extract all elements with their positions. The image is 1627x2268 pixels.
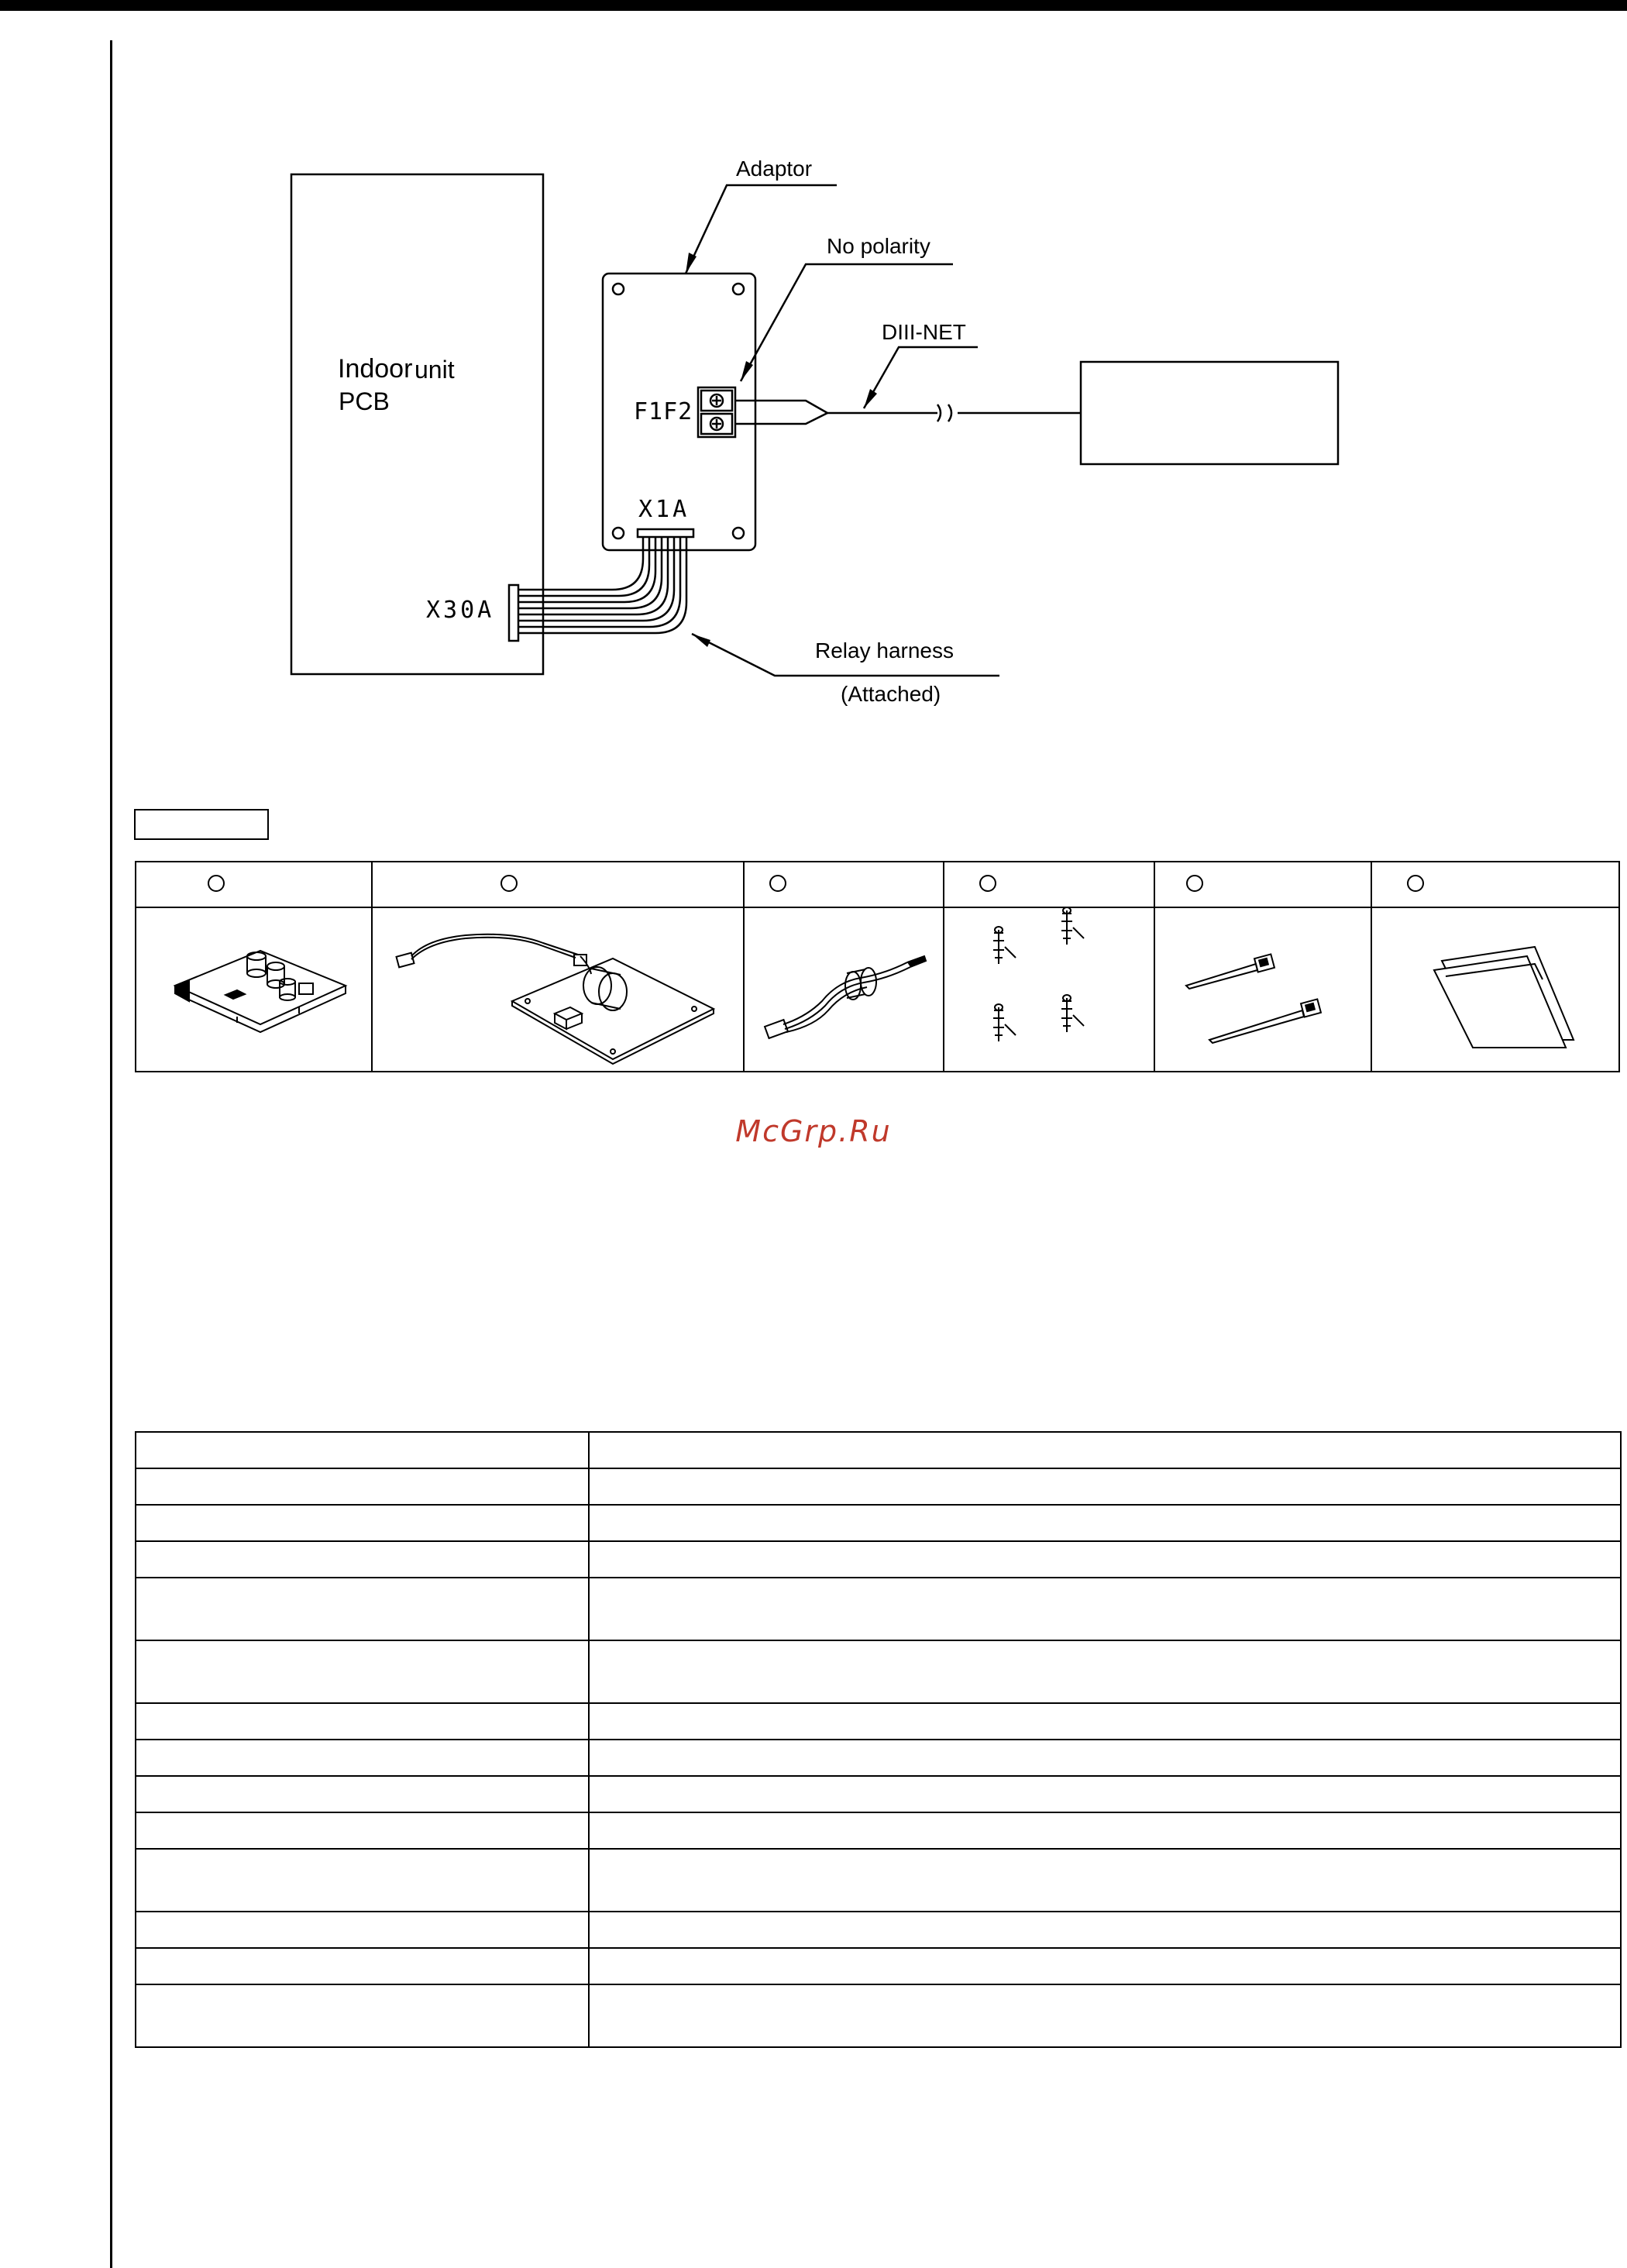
- accessory-col-3: [745, 862, 944, 1071]
- indoor-unit-pcb-box: [291, 174, 543, 674]
- x30a-connector: [509, 585, 518, 641]
- adaptor-pcb-icon: [160, 908, 361, 1071]
- spec-row: [136, 1468, 1621, 1505]
- spec-label-cell: [136, 1703, 589, 1740]
- item-number-circle: [208, 875, 225, 892]
- spec-label-cell: [136, 1640, 589, 1703]
- x1a-label: X1A: [638, 496, 690, 523]
- spec-label-cell: [136, 1505, 589, 1541]
- adaptor-label: Adaptor: [736, 157, 813, 181]
- pcb-support-spacers-icon: [975, 908, 1130, 1071]
- spec-value-cell: [589, 1776, 1621, 1812]
- relay-harness-label: Relay harness: [815, 638, 954, 663]
- spec-value-cell: [589, 1640, 1621, 1703]
- x1a-connector: [638, 529, 693, 537]
- spec-label-cell: [136, 1912, 589, 1948]
- spec-row: [136, 1703, 1621, 1740]
- spec-label-cell: [136, 1984, 589, 2047]
- spec-value-cell: [589, 1432, 1621, 1468]
- x30a-label: X30A: [426, 597, 495, 624]
- spec-row: [136, 1912, 1621, 1948]
- spec-label-cell: [136, 1468, 589, 1505]
- accessories-table: [135, 861, 1620, 1072]
- spec-label-cell: [136, 1948, 589, 1984]
- watermark: McGrp.Ru: [735, 1114, 892, 1148]
- spec-row: [136, 1578, 1621, 1640]
- spec-value-cell: [589, 1849, 1621, 1912]
- manual-folder-icon: [1419, 908, 1605, 1071]
- wiring-diagram: [0, 0, 1627, 744]
- spec-label-cell: [136, 1541, 589, 1578]
- spec-label-cell: [136, 1812, 589, 1849]
- accessory-col-2: [373, 862, 745, 1071]
- item-number-circle: [979, 875, 996, 892]
- spec-row: [136, 1740, 1621, 1776]
- cable-ties-icon: [1178, 908, 1357, 1071]
- spec-value-cell: [589, 1948, 1621, 1984]
- spec-value-cell: [589, 1541, 1621, 1578]
- spec-value-cell: [589, 1505, 1621, 1541]
- spec-label-cell: [136, 1578, 589, 1640]
- indoor-unit-label: Indoor: [338, 354, 413, 384]
- indoor-unit-label-unit: unit: [414, 356, 455, 384]
- f1f2-label: F1F2: [634, 398, 693, 425]
- indoor-pcb-label: PCB: [339, 387, 390, 415]
- spec-row: [136, 1849, 1621, 1912]
- accessory-col-1: [136, 862, 373, 1071]
- spec-row: [136, 1776, 1621, 1812]
- spec-label-cell: [136, 1849, 589, 1912]
- spec-value-cell: [589, 1912, 1621, 1948]
- spec-label-cell: [136, 1432, 589, 1468]
- spec-row: [136, 1812, 1621, 1849]
- accessory-col-6: [1372, 862, 1618, 1071]
- spec-value-cell: [589, 1984, 1621, 2047]
- spec-row: [136, 1984, 1621, 2047]
- item-number-circle: [1186, 875, 1203, 892]
- item-number-circle: [1407, 875, 1424, 892]
- spec-value-cell: [589, 1703, 1621, 1740]
- central-controller-box: [1081, 362, 1338, 464]
- specification-table: [135, 1431, 1622, 2048]
- spec-value-cell: [589, 1740, 1621, 1776]
- item-number-circle: [769, 875, 786, 892]
- spec-value-cell: [589, 1468, 1621, 1505]
- spec-row: [136, 1640, 1621, 1703]
- wire-harness-icon: [752, 908, 938, 1071]
- section-label-box: [134, 809, 269, 840]
- spec-label-cell: [136, 1740, 589, 1776]
- item-number-circle: [500, 875, 518, 892]
- accessory-col-4: [944, 862, 1155, 1071]
- spec-row: [136, 1541, 1621, 1578]
- spec-label-cell: [136, 1776, 589, 1812]
- diii-net-label: DIII-NET: [882, 320, 966, 344]
- relay-harness-note: (Attached): [841, 682, 941, 706]
- spec-row: [136, 1505, 1621, 1541]
- pcb-with-harness-icon: [388, 908, 729, 1071]
- spec-row: [136, 1948, 1621, 1984]
- accessory-col-5: [1155, 862, 1372, 1071]
- spec-value-cell: [589, 1578, 1621, 1640]
- no-polarity-label: No polarity: [827, 234, 930, 258]
- spec-value-cell: [589, 1812, 1621, 1849]
- spec-row: [136, 1432, 1621, 1468]
